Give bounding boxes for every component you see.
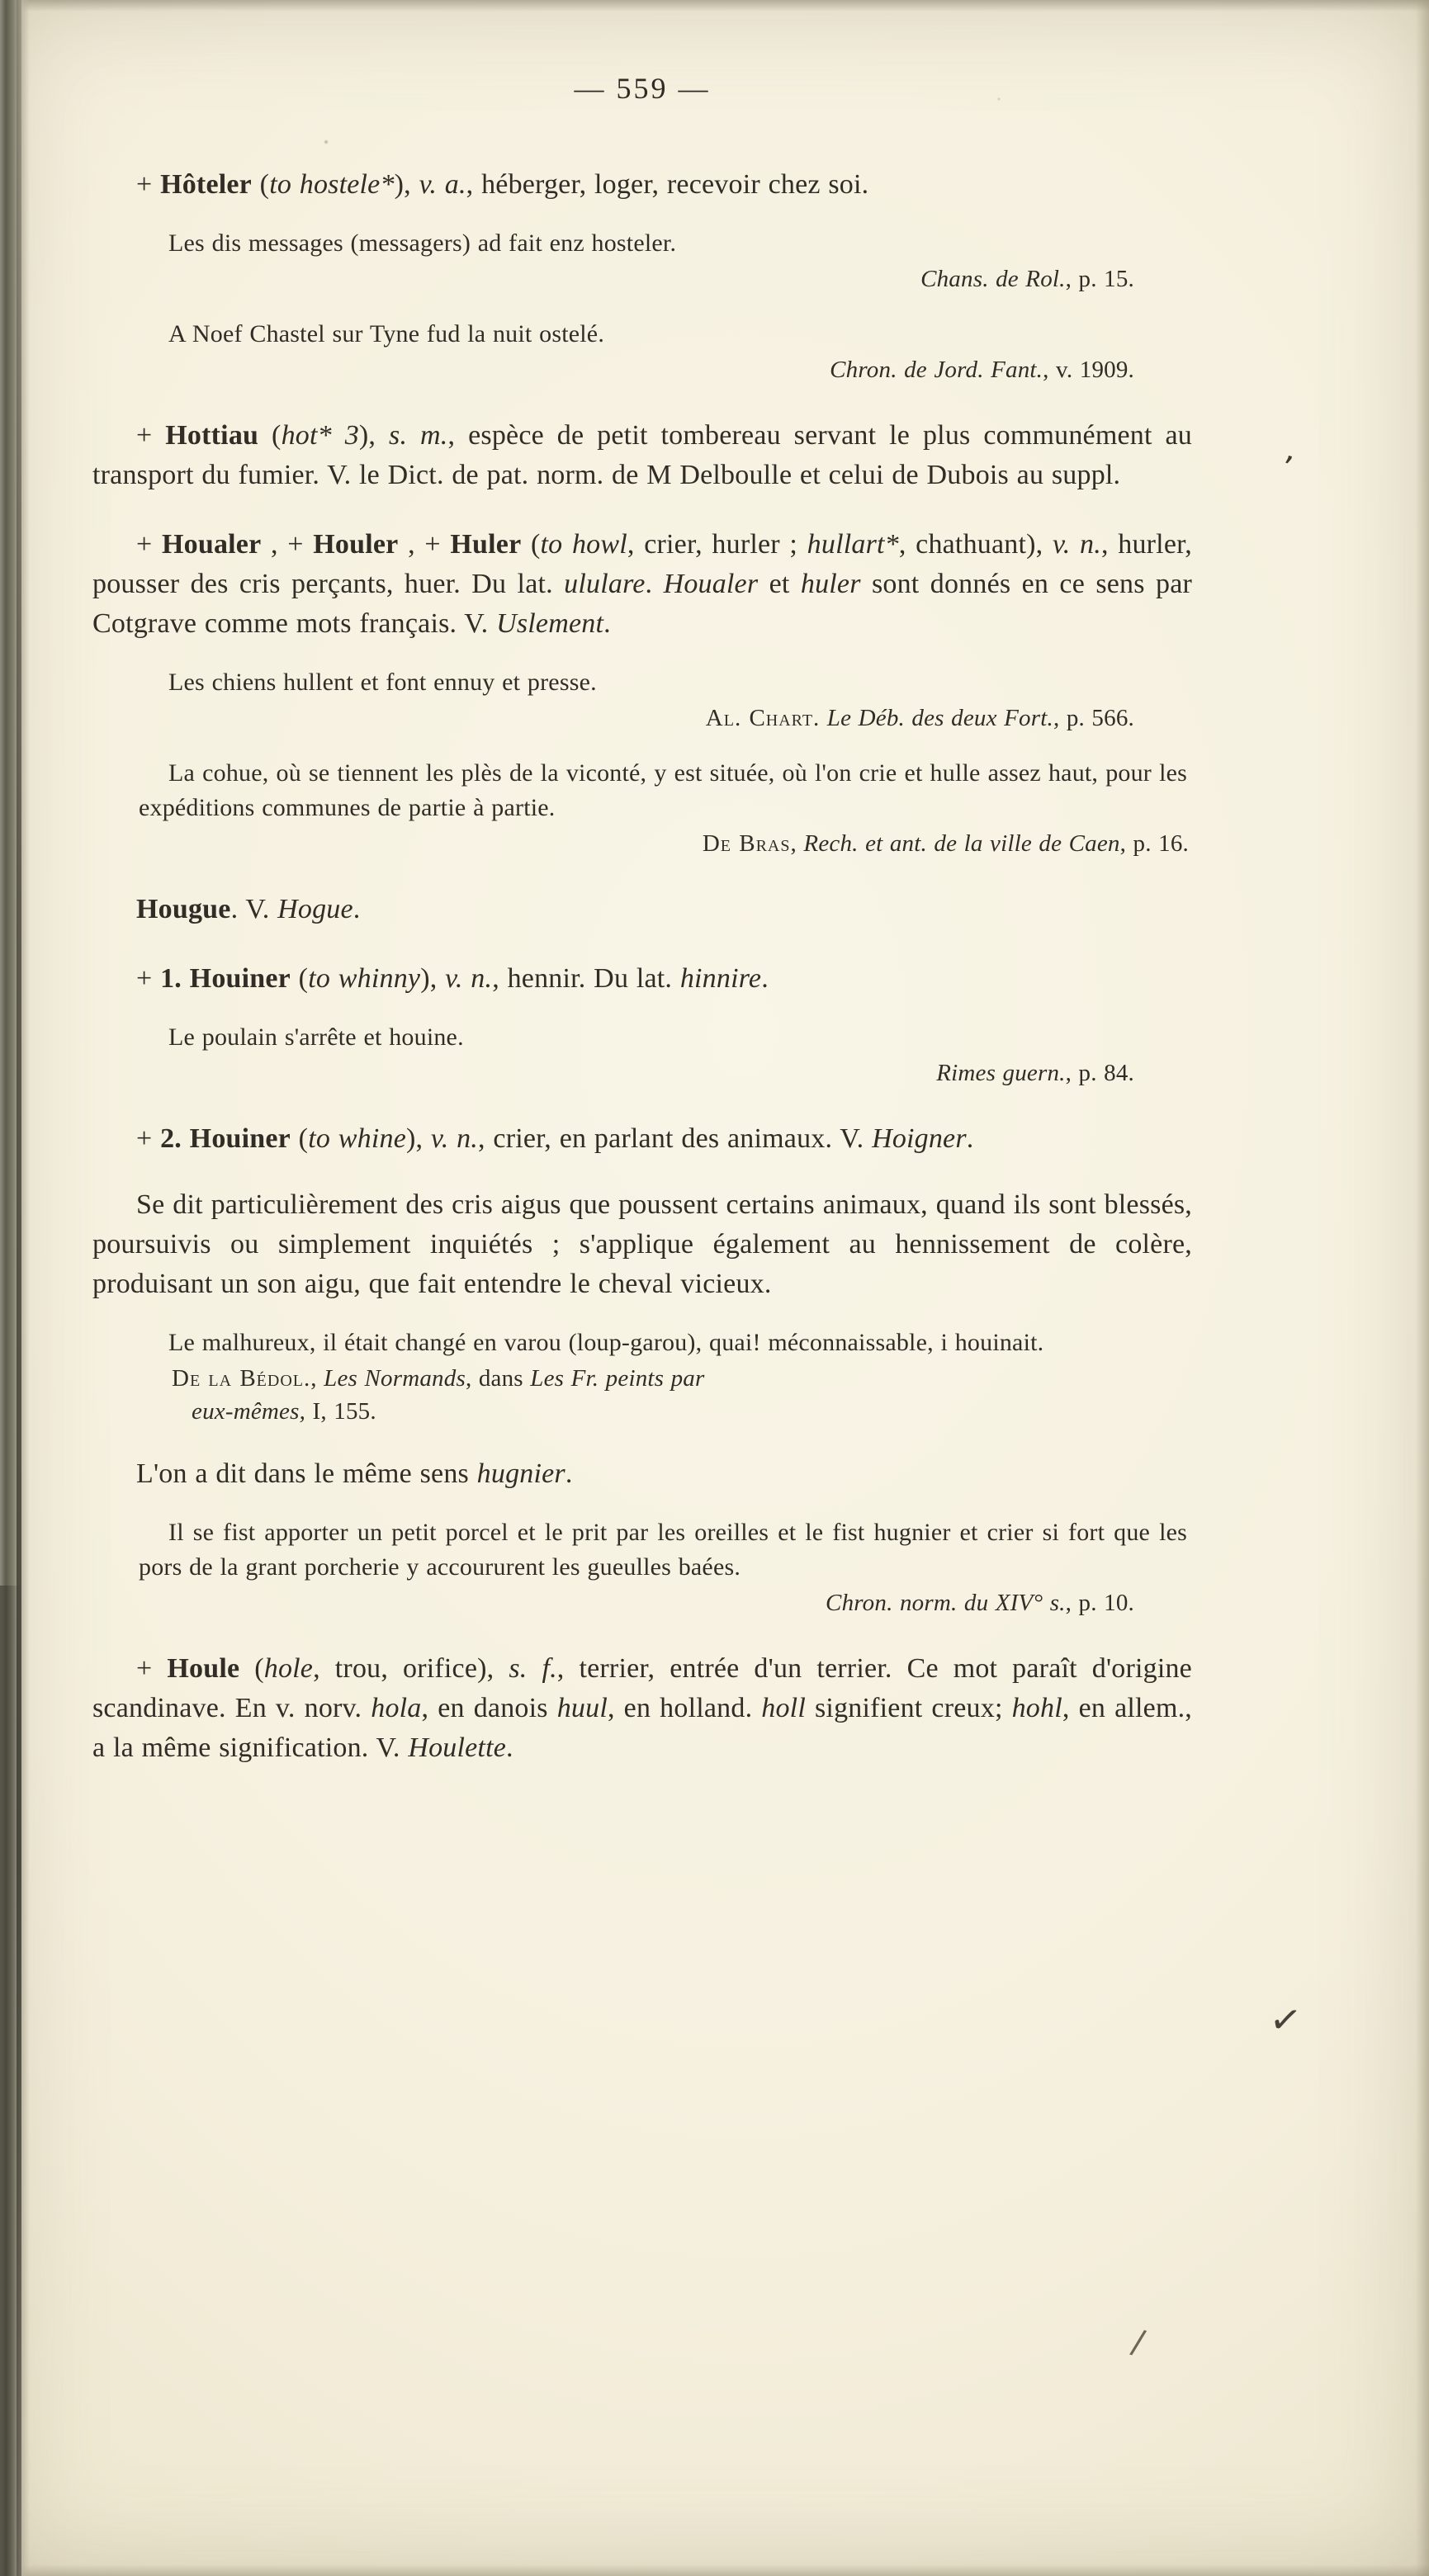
text-run: + (136, 529, 162, 560)
text-run: v. a. (419, 169, 466, 200)
text-run: , en holland. (607, 1693, 762, 1723)
handwritten-mark-icon: ’ (1276, 449, 1297, 489)
text-run: Houlette (408, 1732, 507, 1763)
quote-de-bras (139, 756, 1192, 860)
text-run: hole (263, 1653, 314, 1684)
text-run: huul (556, 1693, 608, 1723)
quote-source (139, 702, 1192, 735)
text-run: , p. 16. (1119, 830, 1189, 857)
text-run: signifient creux; (805, 1693, 1012, 1723)
quote-source (139, 1586, 1192, 1619)
text-run: eux-mêmes, (192, 1398, 306, 1425)
text-run (820, 705, 826, 731)
text-run: , trou, orifice), (313, 1653, 509, 1684)
text-run: Hoigner (872, 1123, 967, 1154)
text-run: ululare (564, 569, 646, 599)
text-run: Hogue (277, 894, 353, 924)
quote-source (139, 1362, 1192, 1395)
text-run: . (565, 1458, 573, 1489)
text-run: Rech. et ant. de la ville de Caen (803, 830, 1120, 857)
page-top-edge-shadow (0, 0, 1429, 12)
quote-source (139, 827, 1192, 860)
text-run: Al. Chart. (705, 705, 821, 731)
paragraph-lon-a-dit (92, 1454, 1192, 1494)
text-run: , crier, en parlant des animaux. V. (478, 1123, 873, 1154)
quote-text (139, 317, 1192, 352)
text-run: , (310, 1365, 324, 1392)
text-run: s. f. (509, 1653, 557, 1684)
text-run: ( (290, 1123, 309, 1154)
quote-source (139, 262, 1192, 295)
text-run: Chron. de Jord. Fant. (830, 357, 1043, 383)
quote-text (139, 226, 1192, 261)
handwritten-slash-icon: / (1128, 2323, 1148, 2362)
quote-rimes-guernesiaises (139, 1020, 1192, 1089)
quote-de-la-bedolliere (139, 1326, 1192, 1428)
text-run: , héberger, loger, recevoir chez soi. (466, 169, 869, 200)
handwritten-check-icon: ✓ (1266, 1995, 1305, 2044)
text-run: , dans (465, 1365, 531, 1392)
text-run: Uslement (496, 608, 604, 639)
binding-smudge (0, 1586, 21, 2576)
quote-source (139, 353, 1192, 386)
page-bottom-edge-shadow (0, 2564, 1429, 2576)
text-run: + (136, 1123, 161, 1154)
text-run: ), (420, 963, 446, 994)
text-run: , chathuant), (898, 529, 1053, 560)
text-run: Chans. de Rol. (920, 266, 1066, 292)
text-run: , p. 84. (1065, 1060, 1134, 1086)
text-run: La cohue, où se tiennent les plès de la viconté, y est située, où l'on crie et hulle assez haut, pour les expéditions communes de partie à partie. (139, 759, 1187, 821)
text-run: De la Bédol. (172, 1365, 311, 1392)
text-run: et (758, 569, 801, 599)
paragraph-se-dit (92, 1185, 1192, 1304)
quote-source-line-2 (139, 1395, 1192, 1428)
page-number: — 559 — (574, 72, 711, 105)
text-run: De Bras (702, 830, 791, 857)
text-run: ( (258, 420, 282, 451)
entry-houiner-2 (92, 1119, 1192, 1159)
text-run: Se dit particulièrement des cris aigus que poussent certains animaux, quand ils sont blessés, poursuivis ou simplement inquiétés ; s'applique également au hennissement de colère, produisant un son aigu, que fait entendre le cheval vicieux. (92, 1189, 1192, 1299)
text-run: Le Déb. des deux Fort. (826, 705, 1053, 731)
text-run: Chron. norm. du XIV° s. (826, 1590, 1066, 1616)
text-run: hugnier (476, 1458, 565, 1489)
text-run: Le poulain s'arrête et houine. (168, 1023, 464, 1051)
text-run: . (966, 1123, 974, 1154)
text-run: , + (398, 529, 451, 560)
text-run: , + (261, 529, 314, 560)
text-run: Les Fr. peints par (530, 1365, 705, 1392)
text-run: . (506, 1732, 513, 1763)
text-run: . (761, 963, 769, 994)
text-run: to whinny (308, 963, 421, 994)
text-run: hot* 3 (281, 420, 359, 451)
text-run: , p. 15. (1065, 266, 1134, 292)
text-run: . (603, 608, 611, 639)
text-run: holl (761, 1693, 806, 1723)
text-run: . V. (230, 894, 278, 924)
text-run: 2. Houiner (160, 1123, 291, 1154)
entry-houle (92, 1649, 1192, 1768)
text-run: hola (371, 1693, 422, 1723)
quote-jordan-fantosme (139, 317, 1192, 386)
text-run: v. n. (430, 1123, 478, 1154)
text-run: + (136, 169, 161, 200)
text-run: . (353, 894, 361, 924)
text-run: I, 155. (305, 1398, 376, 1425)
text-run: , en danois (421, 1693, 557, 1723)
text-run: v. n. (1052, 529, 1101, 560)
text-run: Houaler (161, 529, 262, 560)
text-run: , espèce de petit tombereau servant le plus communément au transport du fumier. V. le Dict. de pat. norm. de M Delboulle et celui de Dubois au suppl. (92, 420, 1192, 490)
entry-hottiau (92, 416, 1192, 495)
text-run: + (136, 963, 161, 994)
text-run: , p. 10. (1065, 1590, 1134, 1616)
text-run: , terrier, entrée d'un terrier. Ce mot paraît d'origine scandinave. En v. norv. (92, 1653, 1192, 1723)
text-run: hullart* (807, 529, 899, 560)
text-run: Il se fist apporter un petit porcel et le prit par les oreilles et le fist hugnier et crier si fort que les pors de la grant porcherie y accoururent les gueulles baées. (139, 1519, 1187, 1581)
text-run: ( (290, 963, 309, 994)
text-run: Rimes guern. (936, 1060, 1066, 1086)
text-run: Houle (167, 1653, 240, 1684)
text-run: s. m. (389, 420, 448, 451)
quote-chronique-normande (139, 1515, 1192, 1619)
text-run: huler (800, 569, 861, 599)
text-run: , (790, 830, 804, 857)
text-column (92, 139, 1192, 1768)
text-run: , hurler, pousser des cris perçants, huer. Du lat. (92, 529, 1192, 599)
text-run: ( (521, 529, 541, 560)
entry-houiner-1 (92, 959, 1192, 999)
text-run: ( (239, 1653, 264, 1684)
text-run: Hottiau (165, 420, 259, 451)
text-run: Hougue (136, 894, 231, 924)
text-run: hinnire (679, 963, 762, 994)
quote-source (139, 1056, 1192, 1089)
text-run: Hôteler (160, 169, 252, 200)
text-run: , p. 566. (1053, 705, 1134, 731)
text-run: ), (358, 420, 390, 451)
text-run: , en allem., a la même signification. V. (92, 1693, 1192, 1763)
text-run: Houler (313, 529, 399, 560)
text-run: + (136, 1653, 168, 1684)
text-run: , crier, hurler ; (627, 529, 807, 560)
text-run: to whine (308, 1123, 406, 1154)
text-run: , v. 1909. (1043, 357, 1134, 383)
page-right-edge-shadow (1416, 0, 1429, 2576)
entry-hougue (92, 890, 1192, 929)
text-run: to howl (540, 529, 627, 560)
text-run: . (645, 569, 664, 599)
text-run: Le malhureux, il était changé en varou (loup-garou), quai! méconnaissable, i houinait. (168, 1329, 1044, 1356)
quote-text (139, 756, 1192, 825)
text-run: Les Normands (324, 1365, 466, 1392)
quote-alain-chartier (139, 665, 1192, 735)
quote-chanson-de-roland (139, 226, 1192, 295)
text-run: Les chiens hullent et font ennuy et presse. (168, 669, 597, 696)
text-run: Huler (450, 529, 522, 560)
quote-text (139, 1326, 1192, 1360)
text-run: + (136, 420, 166, 451)
entry-hoteler (92, 165, 1192, 205)
text-run: hohl (1011, 1693, 1062, 1723)
quote-text (139, 1020, 1192, 1055)
text-run: sont donnés en ce sens par Cotgrave comme mots français. V. (92, 569, 1193, 639)
entry-houaler-houler-huler (92, 525, 1192, 644)
text-run: L'on a dit dans le même sens (136, 1458, 477, 1489)
quote-text (139, 1515, 1192, 1585)
text-run: Houaler (663, 569, 759, 599)
text-run: A Noef Chastel sur Tyne fud la nuit ostelé. (168, 320, 605, 347)
text-run: v. n. (445, 963, 493, 994)
text-run: ), (405, 1123, 431, 1154)
text-run: 1. Houiner (160, 963, 291, 994)
text-run: Les dis messages (messagers) ad fait enz hosteler. (168, 229, 677, 257)
text-run: , hennir. Du lat. (492, 963, 680, 994)
text-run: ), (394, 169, 419, 200)
text-run: to hostele* (269, 169, 395, 200)
quote-text (139, 665, 1192, 700)
text-run: ( (251, 169, 270, 200)
